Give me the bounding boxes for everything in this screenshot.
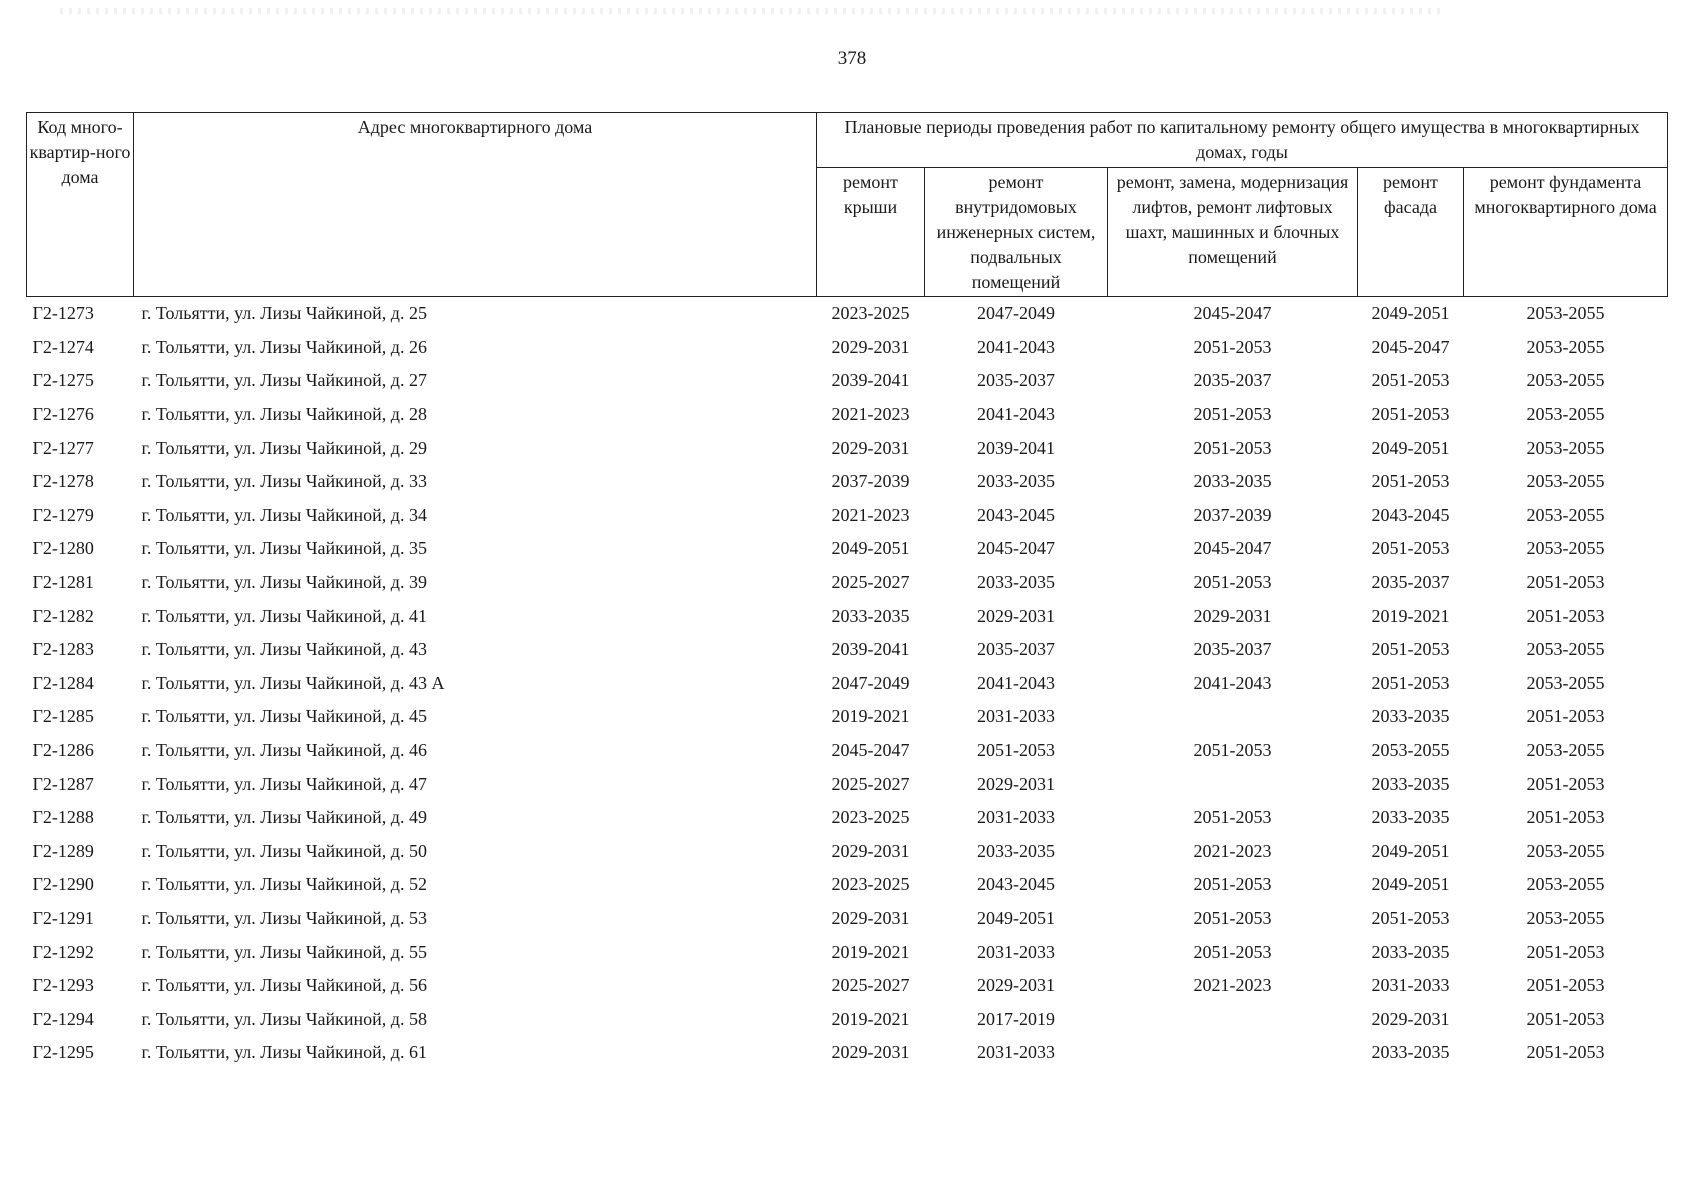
header-planned-periods: Плановые периоды проведения работ по капитальному ремонту общего имущества в многоквартирных домах, годы <box>817 113 1668 168</box>
cell-engineering: 2035-2037 <box>977 639 1055 660</box>
table-body <box>27 297 1668 1070</box>
cell-roof: 2029-2031 <box>831 907 910 928</box>
table-row <box>27 801 1668 835</box>
cell-facade: 2051-2053 <box>1371 639 1450 660</box>
cell-foundation: 2051-2053 <box>1526 572 1605 593</box>
cell-address: г. Тольятти, ул. Лизы Чайкиной, д. 41 <box>141 605 427 626</box>
cell-foundation: 2051-2053 <box>1526 605 1605 626</box>
table-row <box>27 1036 1668 1070</box>
table-row <box>27 566 1668 600</box>
cell-code: Г2-1294 <box>32 1008 94 1029</box>
cell-engineering: 2033-2035 <box>977 572 1055 593</box>
table-row <box>27 364 1668 398</box>
cell-facade: 2033-2035 <box>1371 773 1450 794</box>
cell-roof: 2025-2027 <box>831 773 910 794</box>
header-foundation: ремонт фундамента многоквартирного дома <box>1464 168 1668 297</box>
cell-roof: 2037-2039 <box>831 471 910 492</box>
cell-foundation: 2051-2053 <box>1526 807 1605 828</box>
cell-engineering: 2029-2031 <box>977 975 1055 996</box>
cell-lift <box>1108 700 1358 734</box>
header-address: Адрес многоквартирного дома <box>134 113 817 297</box>
cell-foundation: 2053-2055 <box>1526 336 1605 357</box>
cell-engineering: 2017-2019 <box>977 1008 1055 1029</box>
cell-foundation: 2053-2055 <box>1526 504 1605 525</box>
cell-code: Г2-1274 <box>32 336 94 357</box>
cell-code: Г2-1286 <box>32 740 94 761</box>
cell-address: г. Тольятти, ул. Лизы Чайкиной, д. 58 <box>141 1008 427 1029</box>
cell-address: г. Тольятти, ул. Лизы Чайкиной, д. 43 А <box>141 672 445 693</box>
cell-foundation: 2053-2055 <box>1526 639 1605 660</box>
cell-engineering: 2031-2033 <box>977 807 1055 828</box>
cell-facade: 2053-2055 <box>1371 740 1450 761</box>
cell-facade: 2049-2051 <box>1371 874 1450 895</box>
cell-roof: 2029-2031 <box>831 840 910 861</box>
cell-engineering: 2047-2049 <box>977 303 1055 324</box>
cell-address: г. Тольятти, ул. Лизы Чайкиной, д. 55 <box>141 941 427 962</box>
cell-engineering: 2041-2043 <box>977 672 1055 693</box>
cell-engineering: 2031-2033 <box>977 706 1055 727</box>
header-roof: ремонт крыши <box>817 168 925 297</box>
cell-foundation: 2053-2055 <box>1526 471 1605 492</box>
cell-code: Г2-1285 <box>32 706 94 727</box>
cell-facade: 2051-2053 <box>1371 404 1450 425</box>
table-row <box>27 667 1668 701</box>
cell-code: Г2-1276 <box>32 404 94 425</box>
cell-lift: 2037-2039 <box>1193 504 1272 525</box>
table-row <box>27 1002 1668 1036</box>
cell-facade: 2031-2033 <box>1371 975 1450 996</box>
cell-foundation: 2051-2053 <box>1526 1042 1605 1063</box>
cell-foundation: 2053-2055 <box>1526 538 1605 559</box>
cell-lift: 2045-2047 <box>1193 538 1272 559</box>
cell-lift: 2051-2053 <box>1193 404 1272 425</box>
cell-lift: 2051-2053 <box>1193 874 1272 895</box>
cell-code: Г2-1289 <box>32 840 94 861</box>
cell-address: г. Тольятти, ул. Лизы Чайкиной, д. 34 <box>141 504 427 525</box>
table-row <box>27 633 1668 667</box>
cell-foundation: 2053-2055 <box>1526 907 1605 928</box>
cell-code: Г2-1291 <box>32 907 94 928</box>
cell-address: г. Тольятти, ул. Лизы Чайкиной, д. 52 <box>141 874 427 895</box>
cell-foundation: 2053-2055 <box>1526 303 1605 324</box>
cell-lift: 2051-2053 <box>1193 807 1272 828</box>
cell-address: г. Тольятти, ул. Лизы Чайкиной, д. 46 <box>141 740 427 761</box>
cell-code: Г2-1278 <box>32 471 94 492</box>
cell-address: г. Тольятти, ул. Лизы Чайкиной, д. 49 <box>141 807 427 828</box>
cell-lift <box>1108 1002 1358 1036</box>
cell-engineering: 2035-2037 <box>977 370 1055 391</box>
table-row <box>27 935 1668 969</box>
cell-facade: 2033-2035 <box>1371 807 1450 828</box>
cell-roof: 2047-2049 <box>831 672 910 693</box>
cell-foundation: 2051-2053 <box>1526 1008 1605 1029</box>
table-row <box>27 700 1668 734</box>
cell-lift: 2051-2053 <box>1193 941 1272 962</box>
cell-code: Г2-1293 <box>32 975 94 996</box>
cell-address: г. Тольятти, ул. Лизы Чайкиной, д. 47 <box>141 773 427 794</box>
cell-address: г. Тольятти, ул. Лизы Чайкиной, д. 45 <box>141 706 427 727</box>
cell-engineering: 2039-2041 <box>977 437 1055 458</box>
cell-lift: 2021-2023 <box>1193 840 1272 861</box>
cell-engineering: 2031-2033 <box>977 1042 1055 1063</box>
scan-edge-artifact <box>60 8 1440 14</box>
cell-roof: 2049-2051 <box>831 538 910 559</box>
cell-code: Г2-1277 <box>32 437 94 458</box>
header-lift: ремонт, замена, модернизация лифтов, ремонт лифтовых шахт, машинных и блочных помещений <box>1108 168 1358 297</box>
cell-roof: 2019-2021 <box>831 706 910 727</box>
cell-facade: 2019-2021 <box>1371 605 1450 626</box>
cell-engineering: 2051-2053 <box>977 740 1055 761</box>
cell-facade: 2049-2051 <box>1371 840 1450 861</box>
cell-facade: 2033-2035 <box>1371 706 1450 727</box>
cell-foundation: 2051-2053 <box>1526 975 1605 996</box>
cell-engineering: 2033-2035 <box>977 471 1055 492</box>
table-row <box>27 599 1668 633</box>
cell-roof: 2019-2021 <box>831 1008 910 1029</box>
table-header <box>27 113 1668 297</box>
cell-foundation: 2051-2053 <box>1526 706 1605 727</box>
cell-roof: 2029-2031 <box>831 336 910 357</box>
cell-engineering: 2043-2045 <box>977 874 1055 895</box>
cell-lift: 2045-2047 <box>1193 303 1272 324</box>
cell-address: г. Тольятти, ул. Лизы Чайкиной, д. 43 <box>141 639 427 660</box>
cell-roof: 2029-2031 <box>831 437 910 458</box>
cell-facade: 2029-2031 <box>1371 1008 1450 1029</box>
table-row <box>27 297 1668 331</box>
cell-lift: 2051-2053 <box>1193 437 1272 458</box>
cell-lift: 2051-2053 <box>1193 907 1272 928</box>
cell-engineering: 2045-2047 <box>977 538 1055 559</box>
cell-lift <box>1108 1036 1358 1070</box>
cell-engineering: 2041-2043 <box>977 336 1055 357</box>
cell-code: Г2-1292 <box>32 941 94 962</box>
cell-address: г. Тольятти, ул. Лизы Чайкиной, д. 27 <box>141 370 427 391</box>
cell-engineering: 2033-2035 <box>977 840 1055 861</box>
cell-roof: 2039-2041 <box>831 370 910 391</box>
cell-code: Г2-1283 <box>32 639 94 660</box>
cell-lift: 2021-2023 <box>1193 975 1272 996</box>
cell-lift: 2041-2043 <box>1193 672 1272 693</box>
cell-code: Г2-1287 <box>32 773 94 794</box>
cell-roof: 2045-2047 <box>831 740 910 761</box>
cell-lift: 2051-2053 <box>1193 572 1272 593</box>
page-number: 378 <box>837 48 867 69</box>
cell-code: Г2-1290 <box>32 874 94 895</box>
cell-facade: 2051-2053 <box>1371 672 1450 693</box>
cell-address: г. Тольятти, ул. Лизы Чайкиной, д. 61 <box>141 1042 427 1063</box>
cell-engineering: 2029-2031 <box>977 773 1055 794</box>
cell-facade: 2049-2051 <box>1371 437 1450 458</box>
table-row <box>27 835 1668 869</box>
cell-foundation: 2051-2053 <box>1526 773 1605 794</box>
table-row <box>27 767 1668 801</box>
table-row <box>27 734 1668 768</box>
cell-facade: 2049-2051 <box>1371 303 1450 324</box>
cell-address: г. Тольятти, ул. Лизы Чайкиной, д. 53 <box>141 907 427 928</box>
cell-facade: 2033-2035 <box>1371 941 1450 962</box>
table-row <box>27 532 1668 566</box>
cell-code: Г2-1275 <box>32 370 94 391</box>
cell-roof: 2021-2023 <box>831 504 910 525</box>
table-row <box>27 398 1668 432</box>
cell-foundation: 2053-2055 <box>1526 437 1605 458</box>
header-code: Код много-квартир-ного дома <box>27 113 134 297</box>
cell-roof: 2025-2027 <box>831 572 910 593</box>
cell-engineering: 2031-2033 <box>977 941 1055 962</box>
cell-facade: 2051-2053 <box>1371 370 1450 391</box>
cell-roof: 2029-2031 <box>831 1042 910 1063</box>
cell-facade: 2051-2053 <box>1371 907 1450 928</box>
cell-facade: 2033-2035 <box>1371 1042 1450 1063</box>
cell-roof: 2019-2021 <box>831 941 910 962</box>
cell-roof: 2023-2025 <box>831 874 910 895</box>
cell-foundation: 2053-2055 <box>1526 672 1605 693</box>
cell-roof: 2039-2041 <box>831 639 910 660</box>
cell-roof: 2023-2025 <box>831 807 910 828</box>
cell-roof: 2025-2027 <box>831 975 910 996</box>
cell-address: г. Тольятти, ул. Лизы Чайкиной, д. 29 <box>141 437 427 458</box>
cell-lift: 2029-2031 <box>1193 605 1272 626</box>
table-row <box>27 499 1668 533</box>
cell-foundation: 2053-2055 <box>1526 370 1605 391</box>
cell-roof: 2023-2025 <box>831 303 910 324</box>
cell-address: г. Тольятти, ул. Лизы Чайкиной, д. 56 <box>141 975 427 996</box>
repair-schedule-table <box>26 112 1668 1070</box>
cell-facade: 2045-2047 <box>1371 336 1450 357</box>
cell-foundation: 2053-2055 <box>1526 404 1605 425</box>
cell-foundation: 2053-2055 <box>1526 740 1605 761</box>
cell-foundation: 2051-2053 <box>1526 941 1605 962</box>
table-row <box>27 331 1668 365</box>
cell-address: г. Тольятти, ул. Лизы Чайкиной, д. 28 <box>141 404 427 425</box>
cell-lift: 2035-2037 <box>1193 639 1272 660</box>
header-facade: ремонт фасада <box>1358 168 1464 297</box>
cell-code: Г2-1282 <box>32 605 94 626</box>
cell-lift: 2035-2037 <box>1193 370 1272 391</box>
cell-roof: 2033-2035 <box>831 605 910 626</box>
cell-engineering: 2049-2051 <box>977 907 1055 928</box>
table-row <box>27 902 1668 936</box>
table-row <box>27 868 1668 902</box>
cell-code: Г2-1288 <box>32 807 94 828</box>
cell-engineering: 2029-2031 <box>977 605 1055 626</box>
cell-code: Г2-1273 <box>32 303 94 324</box>
table-row <box>27 969 1668 1003</box>
cell-facade: 2035-2037 <box>1371 572 1450 593</box>
cell-code: Г2-1281 <box>32 572 94 593</box>
cell-code: Г2-1279 <box>32 504 94 525</box>
cell-lift: 2051-2053 <box>1193 336 1272 357</box>
cell-engineering: 2041-2043 <box>977 404 1055 425</box>
cell-address: г. Тольятти, ул. Лизы Чайкиной, д. 25 <box>141 303 427 324</box>
cell-code: Г2-1295 <box>32 1042 94 1063</box>
cell-foundation: 2053-2055 <box>1526 874 1605 895</box>
cell-address: г. Тольятти, ул. Лизы Чайкиной, д. 50 <box>141 840 427 861</box>
table-row <box>27 431 1668 465</box>
cell-facade: 2051-2053 <box>1371 471 1450 492</box>
cell-roof: 2021-2023 <box>831 404 910 425</box>
cell-facade: 2043-2045 <box>1371 504 1450 525</box>
cell-address: г. Тольятти, ул. Лизы Чайкиной, д. 26 <box>141 336 427 357</box>
cell-address: г. Тольятти, ул. Лизы Чайкиной, д. 39 <box>141 572 427 593</box>
cell-foundation: 2053-2055 <box>1526 840 1605 861</box>
cell-address: г. Тольятти, ул. Лизы Чайкиной, д. 33 <box>141 471 427 492</box>
cell-lift: 2033-2035 <box>1193 471 1272 492</box>
cell-code: Г2-1284 <box>32 672 94 693</box>
cell-code: Г2-1280 <box>32 538 94 559</box>
cell-lift <box>1108 767 1358 801</box>
cell-facade: 2051-2053 <box>1371 538 1450 559</box>
header-engineering: ремонт внутридомовых инженерных систем, подвальных помещений <box>925 168 1108 297</box>
cell-engineering: 2043-2045 <box>977 504 1055 525</box>
cell-address: г. Тольятти, ул. Лизы Чайкиной, д. 35 <box>141 538 427 559</box>
cell-lift: 2051-2053 <box>1193 740 1272 761</box>
table-row <box>27 465 1668 499</box>
